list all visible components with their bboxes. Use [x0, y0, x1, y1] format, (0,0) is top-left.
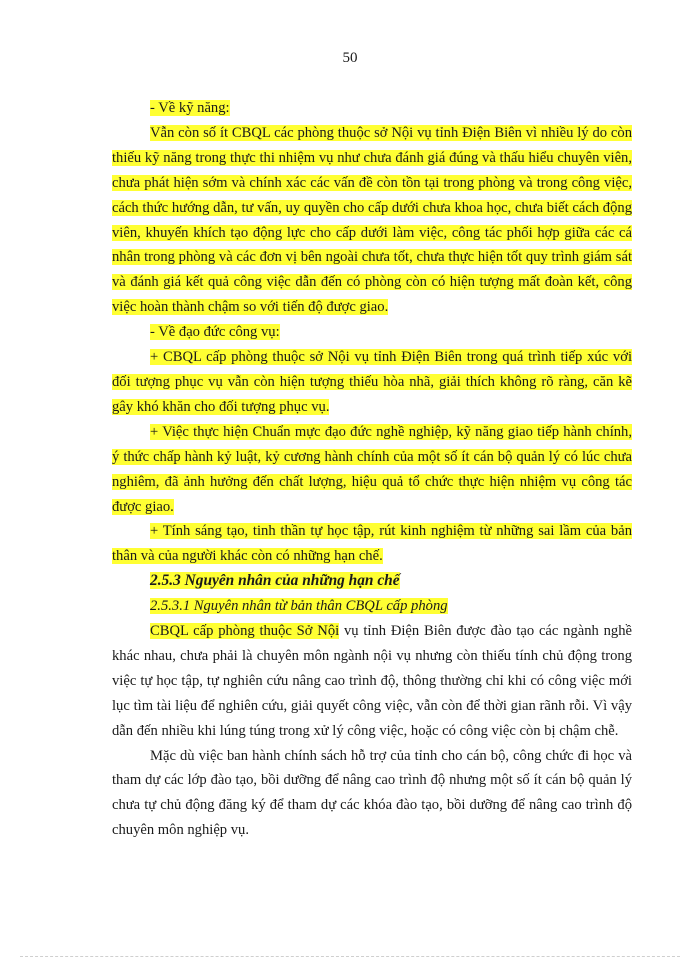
highlighted-text: + Tính sáng tạo, tinh thần tự học tập, rút kinh nghiệm từ những sai lầm của bản thân và của người khác còn có những hạn chế.: [112, 523, 632, 565]
paragraph-text: vụ tỉnh Điện Biên được đào tạo các ngành nghề khác nhau, chưa phải là chuyên môn ngành nội vụ nhưng còn thiếu tính chủ động trong việc tự học tập, tự nghiên cứu nâng cao trình độ, thông thường chỉ khi có công việc mới lục tìm tài liệu để nghiên cứu, giải quyết công việc, vẫn còn để thời gian rãnh rỗi. Vì vậy dẫn đến nhiều khi lúng túng trong xử lý công việc, hoặc có công việc còn bị chậm chễ.: [112, 623, 632, 739]
paragraph-nguyen-nhan-1: [112, 619, 632, 744]
section-heading-2-5-3: [112, 569, 632, 594]
highlighted-text: Vẫn còn số ít CBQL các phòng thuộc sở Nội vụ tỉnh Điện Biên vì nhiều lý do còn thiếu kỹ năng trong thực thi nhiệm vụ như chưa đánh giá đúng và thấu hiểu chuyên viên, chưa phát hiện sớm và chính xác các vấn đề còn tồn tại trong phòng và trong công việc, cách thức hướng dẫn, tư vấn, uy quyền cho cấp dưới chưa khoa học, chưa biết cách động viên, khuyến khích tạo động lực cho cấp dưới làm việc, công tác phối hợp giữa các cá nhân trong phòng và các đơn vị bên ngoài chưa tốt, chưa thực hiện tốt quy trình giám sát và đánh giá kết quả công việc dẫn đến có phòng còn có hiện tượng mất đoàn kết, công việc hoàn thành chậm so với tiến độ được giao.: [112, 124, 632, 316]
highlighted-text: - Về đạo đức công vụ:: [150, 324, 280, 341]
highlighted-text: - Về kỹ năng:: [150, 100, 230, 116]
paragraph-dao-duc-3: [112, 519, 632, 569]
highlighted-text: 2.5.3 Nguyên nhân của những hạn chế: [150, 572, 400, 590]
highlighted-text: + CBQL cấp phòng thuộc sở Nội vụ tỉnh Điện Biên trong quá trình tiếp xúc với đối tượng phục vụ vẫn còn hiện tượng thiếu hòa nhã, giải thích không rõ ràng, căn kẽ gây khó khăn cho đối tượng phục vụ.: [112, 349, 632, 415]
highlighted-text: 2.5.3.1 Nguyên nhân từ bản thân CBQL cấp phòng: [150, 598, 448, 615]
page-bottom-rule: [20, 956, 680, 957]
page-number: 50: [342, 50, 358, 66]
paragraph-dao-duc-2: [112, 420, 632, 520]
document-body: [112, 96, 632, 843]
highlighted-text: CBQL cấp phòng thuộc Sở Nội: [150, 623, 340, 640]
paragraph-nguyen-nhan-2: [112, 744, 632, 844]
paragraph-ky-nang-heading: [112, 96, 632, 121]
paragraph-text: Mặc dù việc ban hành chính sách hỗ trợ của tỉnh cho cán bộ, công chức đi học và tham dự các lớp đào tạo, bồi dưỡng để nâng cao trình độ nhưng một số ít cán bộ quản lý chưa tự chủ động đăng ký để tham dự các khóa đào tạo, bồi dưỡng để nâng cao trình độ chuyên môn nghiệp vụ.: [112, 747, 632, 839]
paragraph-dao-duc-1: [112, 345, 632, 420]
highlighted-text: + Việc thực hiện Chuẩn mực đạo đức nghề nghiệp, kỹ năng giao tiếp hành chính, ý thức chấp hành kỷ luật, kỷ cương hành chính của một số ít cán bộ quản lý có lúc chưa nghiêm, đã ảnh hưởng đến chất lượng, hiệu quả tổ chức thực hiện nhiệm vụ công tác được giao.: [112, 423, 632, 515]
paragraph-dao-duc-heading: [112, 320, 632, 345]
subsection-heading-2-5-3-1: [112, 594, 632, 619]
paragraph-ky-nang-body: [112, 121, 632, 320]
